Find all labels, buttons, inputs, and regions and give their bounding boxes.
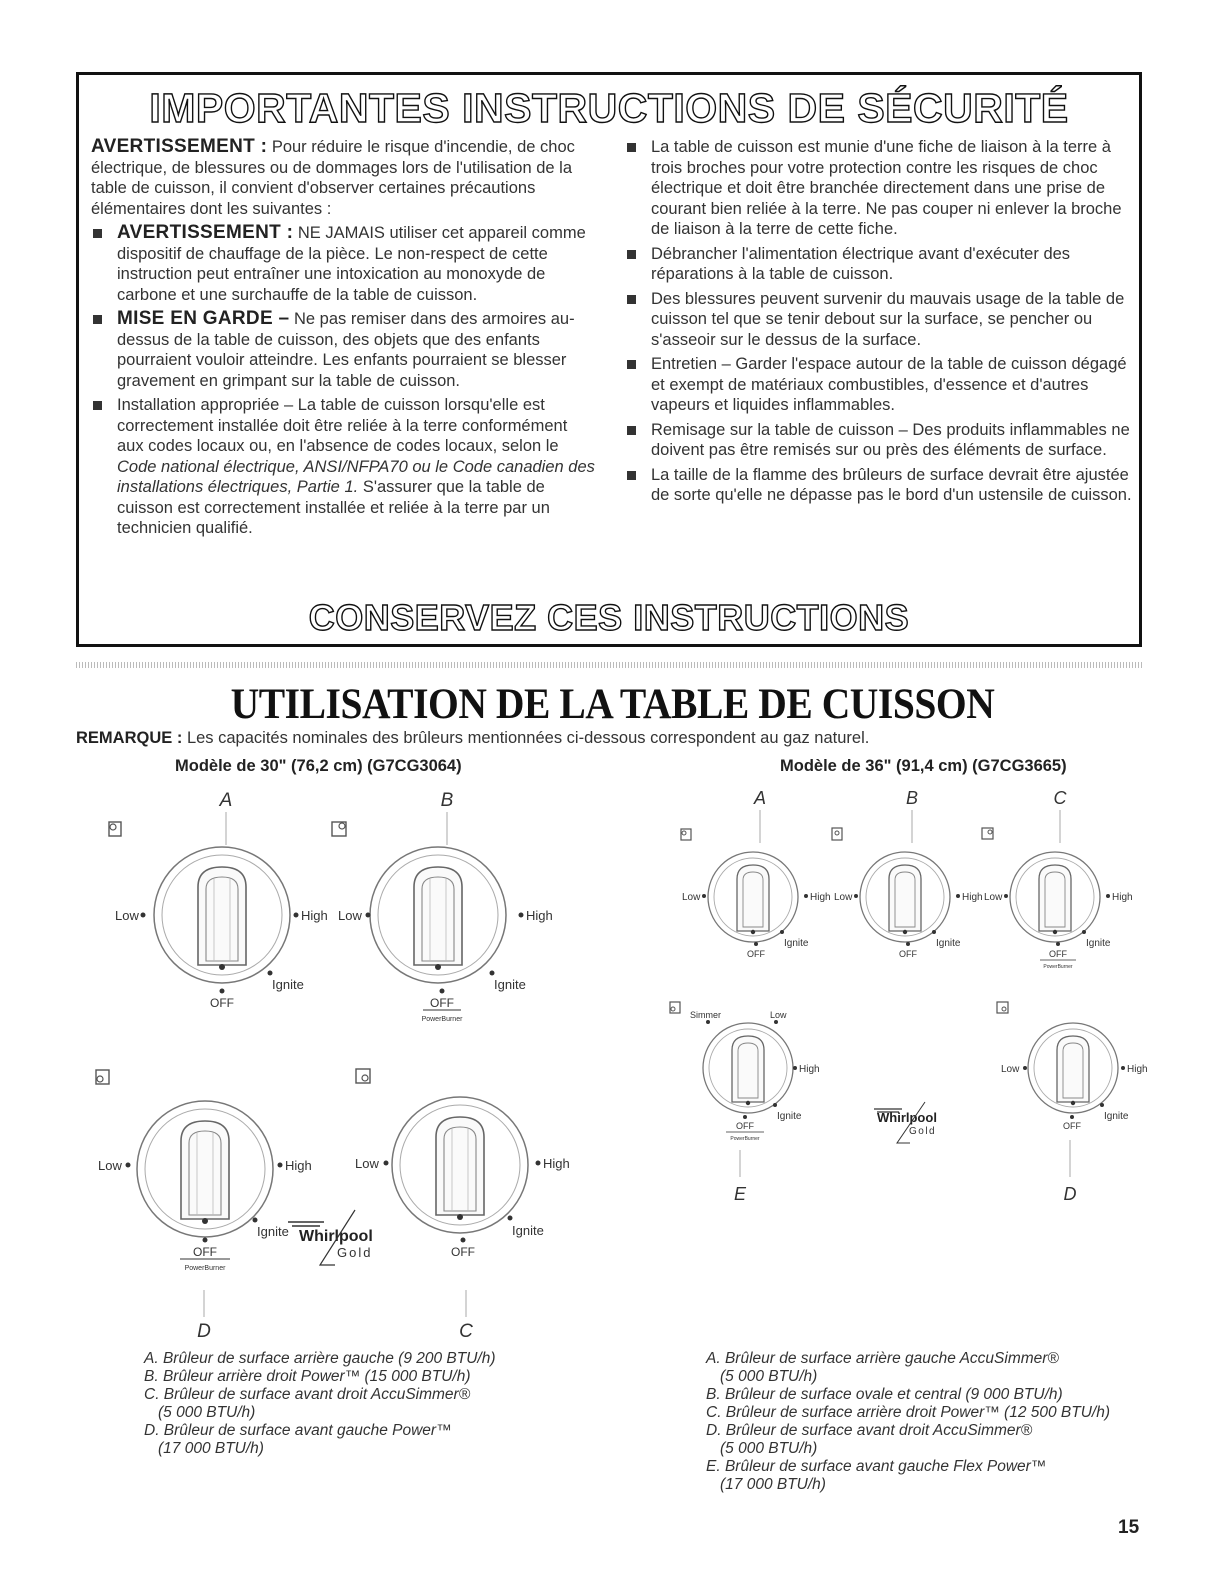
remark [76, 729, 869, 748]
control-knob-d [1001, 1023, 1148, 1131]
svg-text:Low: Low [770, 1010, 787, 1020]
svg-text:OFF: OFF [451, 1245, 475, 1259]
legend-item: B. Brûleur de surface ovale et central (9 000 BTU/h) [706, 1386, 1063, 1403]
safety-left-column [91, 137, 596, 543]
safety-title: IMPORTANTES INSTRUCTIONS DE SÉCURITÉ [149, 85, 1069, 131]
svg-text:Ignite: Ignite [257, 1224, 289, 1239]
bullet-icon [627, 360, 636, 369]
legend-item: (5 000 BTU/h) [720, 1368, 818, 1385]
svg-text:OFF: OFF [430, 996, 454, 1010]
legend-item: C. Brûleur de surface arrière droit Power™ (12 500 BTU/h) [706, 1404, 1111, 1421]
svg-text:High: High [543, 1156, 570, 1171]
control-knob-e [690, 1010, 820, 1142]
bullet-icon [627, 143, 636, 152]
safety-right-column [625, 137, 1133, 510]
burner-letter-a: A [219, 790, 233, 811]
burner-letter-a: A [753, 788, 767, 808]
svg-text:OFF: OFF [899, 949, 917, 959]
svg-text:High: High [1112, 892, 1133, 903]
keep-instructions-title: CONSERVEZ CES INSTRUCTIONS [308, 597, 910, 638]
legend-item: A. Brûleur de surface arrière gauche (9 200 BTU/h) [144, 1350, 496, 1367]
svg-text:Low: Low [834, 892, 853, 903]
legend-item: D. Brûleur de surface avant gauche Power™ [144, 1422, 452, 1439]
svg-text:Ignite: Ignite [1104, 1111, 1129, 1122]
svg-text:OFF: OFF [1049, 949, 1067, 959]
svg-text:OFF: OFF [1063, 1121, 1081, 1131]
burner-position-icon [670, 1002, 680, 1013]
control-knob-a [115, 847, 328, 1010]
burner-letter-e: E [733, 1184, 747, 1204]
model-36-diagram [660, 785, 1160, 1205]
svg-text:Low: Low [984, 892, 1003, 903]
model-36-title: Modèle de 36" (91,4 cm) (G7CG3665) [780, 757, 1067, 775]
svg-text:High: High [1127, 1064, 1148, 1075]
warning-text: Pour réduire le risque d'incendie, de choc électrique, de blessures ou de dommages lors de l'utilisation de la table de cuisson, il convient d'observer certaines précautions élémentaires dont les suivantes : [91, 138, 575, 218]
whirlpool-gold-logo [874, 1102, 937, 1143]
bullet-icon [93, 401, 102, 410]
svg-text:OFF: OFF [193, 1245, 217, 1259]
control-knob-c [355, 1097, 570, 1259]
svg-text:Gold: Gold [909, 1126, 937, 1137]
svg-text:PowerBurner: PowerBurner [421, 1016, 463, 1023]
svg-text:Gold: Gold [337, 1245, 373, 1260]
burner-letter-d: D [1063, 1184, 1077, 1204]
legend-item: (17 000 BTU/h) [158, 1440, 264, 1457]
svg-text:Whirlpool: Whirlpool [877, 1110, 937, 1125]
svg-text:Whirlpool: Whirlpool [299, 1228, 373, 1245]
burner-letter-b: B [905, 788, 919, 808]
bullet-icon [627, 426, 636, 435]
list-item: Remisage sur la table de cuisson – Des produits inflammables ne doivent pas être remisés sur ou près des éléments de surface. [625, 420, 1133, 461]
list-item: La taille de la flamme des brûleurs de surface devrait être ajustée de sorte qu'elle ne dépasse pas le bord d'un ustensile de cuisson. [625, 465, 1133, 506]
bullet-icon [627, 471, 636, 480]
svg-text:Ignite: Ignite [1086, 938, 1111, 949]
list-item: Installation appropriée – La table de cuisson lorsqu'elle est correctement installée doit être reliée à la terre conformément aux codes locaux ou, en l'absence de codes locaux, selon le Code national électrique, ANSI/NFPA70 ou le Code canadien des installations électriques, Partie 1. S'assurer que la table de cuisson est correctement installée et reliée à la terre par un technicien qualifié. [91, 395, 596, 539]
svg-text:High: High [301, 908, 328, 923]
svg-text:Low: Low [115, 908, 139, 923]
legend-item: (5 000 BTU/h) [720, 1440, 818, 1457]
svg-text:Low: Low [355, 1156, 379, 1171]
svg-text:High: High [962, 892, 983, 903]
control-knob-c [984, 852, 1133, 970]
burner-position-icon [96, 1070, 109, 1084]
legend-item: (17 000 BTU/h) [720, 1476, 826, 1493]
burner-letter-b: B [440, 790, 454, 811]
svg-text:Ignite: Ignite [272, 977, 304, 992]
list-item: MISE EN GARDE – Ne pas remiser dans des armoires au-dessus de la table de cuisson, des objets que des enfants pourraient vouloir atteindre. Les enfants pourraient se blesser gravement en grimpant sur la table de cuisson. [91, 309, 596, 391]
svg-text:High: High [810, 892, 831, 903]
svg-text:High: High [799, 1064, 820, 1075]
control-knob-b [338, 847, 553, 1023]
burner-position-icon [356, 1069, 370, 1083]
warning-label: AVERTISSEMENT : [91, 136, 268, 157]
burner-position-icon [109, 822, 121, 836]
svg-text:PowerBurner: PowerBurner [184, 1265, 226, 1272]
svg-text:Simmer: Simmer [690, 1010, 721, 1020]
svg-text:Ignite: Ignite [936, 938, 961, 949]
svg-text:High: High [526, 908, 553, 923]
svg-text:Low: Low [682, 892, 701, 903]
burner-letter-c: C [459, 1321, 473, 1342]
burner-letter-d: D [197, 1321, 211, 1342]
svg-text:PowerBurner: PowerBurner [1043, 964, 1073, 970]
model-30-title: Modèle de 30" (76,2 cm) (G7CG3064) [175, 757, 462, 775]
list-item: Des blessures peuvent survenir du mauvais usage de la table de cuisson tel que se tenir debout sur la surface, se pencher ou s'asseoir sur le dessus de la surface. [625, 289, 1133, 351]
svg-text:OFF: OFF [736, 1121, 754, 1131]
svg-text:PowerBurner: PowerBurner [730, 1136, 760, 1142]
usage-title: UTILISATION DE LA TABLE DE CUISSON [230, 681, 995, 728]
svg-text:Ignite: Ignite [784, 938, 809, 949]
whirlpool-gold-logo [288, 1210, 373, 1265]
list-item: Entretien – Garder l'espace autour de la table de cuisson dégagé et exempt de matériaux combustibles, d'essence et d'autres vapeurs et liquides inflammables. [625, 354, 1133, 416]
bullet-icon [93, 315, 102, 324]
svg-text:Ignite: Ignite [777, 1111, 802, 1122]
legend-item: A. Brûleur de surface arrière gauche AccuSimmer® [706, 1350, 1059, 1367]
legend-item: (5 000 BTU/h) [158, 1404, 256, 1421]
svg-text:Ignite: Ignite [512, 1223, 544, 1238]
svg-text:Low: Low [98, 1158, 122, 1173]
page-number: 15 [1118, 1517, 1140, 1538]
control-knob-b [834, 852, 983, 959]
control-knob-d [98, 1101, 312, 1272]
legend-item: B. Brûleur arrière droit Power™ (15 000 BTU/h) [144, 1368, 471, 1385]
legend-item: C. Brûleur de surface avant droit AccuSimmer® [144, 1386, 471, 1403]
burner-position-icon [332, 822, 346, 836]
warning-intro [91, 137, 596, 219]
remark-text: Les capacités nominales des brûleurs mentionnées ci-dessous correspondent au gaz naturel. [186, 729, 870, 747]
model-30-diagram [80, 785, 620, 1345]
model-30-legend [144, 1350, 564, 1458]
list-item: AVERTISSEMENT : NE JAMAIS utiliser cet appareil comme dispositif de chauffage de la pièce. Le non-respect de cette instruction peut entraîner une intoxication au monoxyde de carbone et une surchauffe de la table de cuisson. [91, 223, 596, 305]
svg-text:Low: Low [338, 908, 362, 923]
svg-text:Ignite: Ignite [494, 977, 526, 992]
list-item: Débrancher l'alimentation électrique avant d'exécuter des réparations à la table de cuisson. [625, 244, 1133, 285]
svg-text:High: High [285, 1158, 312, 1173]
burner-position-icon [832, 828, 842, 840]
remark-label: REMARQUE : [76, 729, 183, 747]
svg-text:OFF: OFF [747, 949, 765, 959]
control-knob-a [682, 852, 831, 959]
section-divider [76, 662, 1142, 668]
safety-instructions-box [76, 72, 1142, 647]
bullet-icon [93, 229, 102, 238]
burner-position-icon [997, 1002, 1008, 1013]
legend-item: D. Brûleur de surface avant droit AccuSimmer® [706, 1422, 1033, 1439]
bullet-icon [627, 295, 636, 304]
burner-position-icon [982, 828, 993, 839]
legend-item: E. Brûleur de surface avant gauche Flex Power™ [706, 1458, 1047, 1475]
burner-position-icon [681, 829, 691, 840]
list-item: La table de cuisson est munie d'une fiche de liaison à la terre à trois broches pour votre protection contre les risques de choc électrique et doit être branchée directement dans une prise de courant bien reliée à la terre. Ne pas couper ni enlever la broche de liaison à la terre de cette fiche. [625, 137, 1133, 240]
burner-letter-c: C [1053, 788, 1067, 808]
svg-text:OFF: OFF [210, 996, 234, 1010]
svg-text:Low: Low [1001, 1064, 1020, 1075]
bullet-icon [627, 250, 636, 259]
model-36-legend [706, 1350, 1146, 1494]
